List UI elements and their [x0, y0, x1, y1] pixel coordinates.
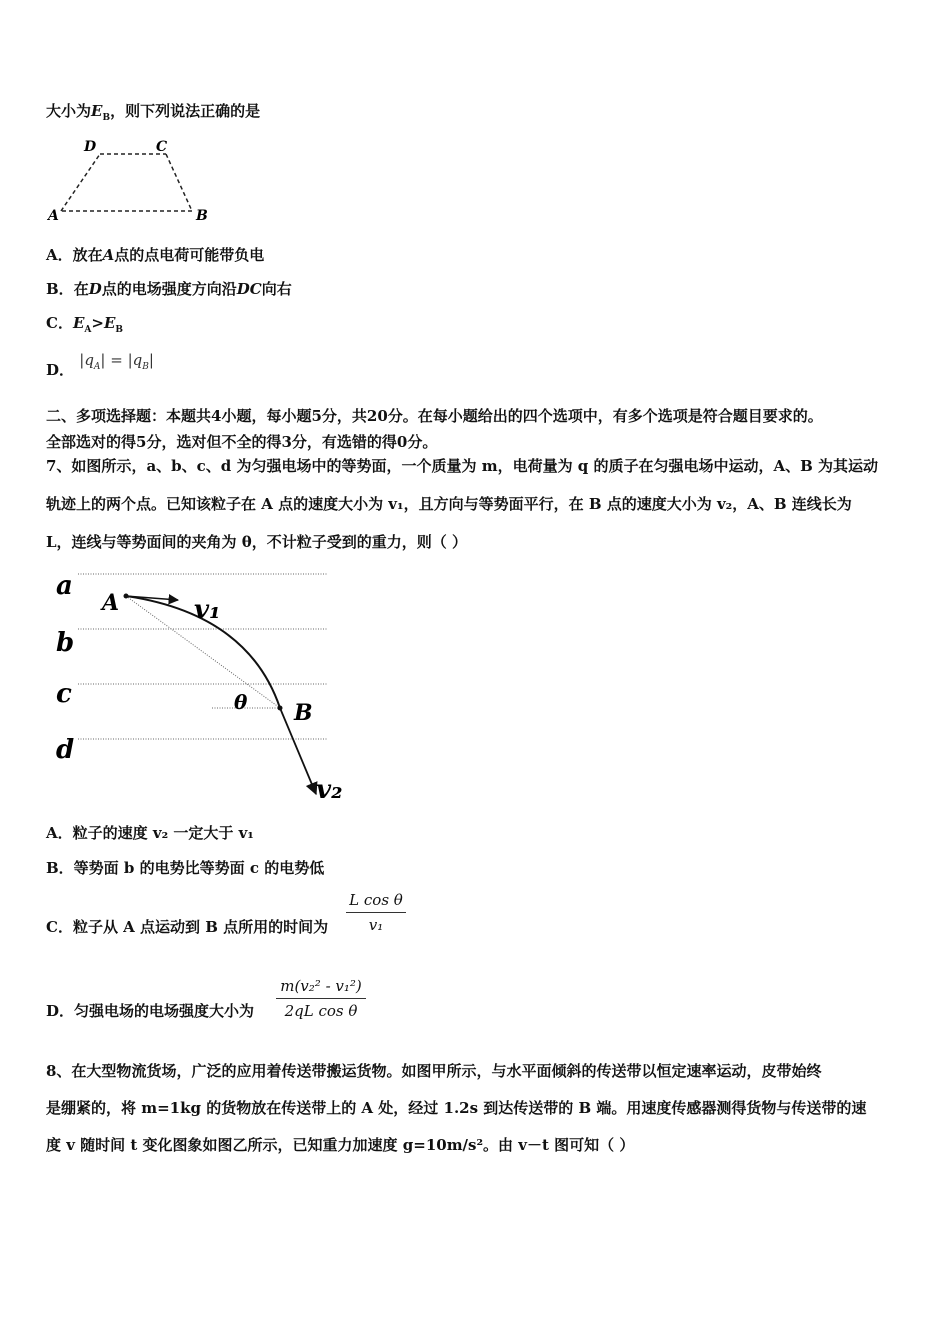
plane-label-d: d	[56, 735, 75, 765]
option-letter: B．	[46, 280, 74, 298]
abs-equation: $|q_A| = |q_B|$	[79, 351, 154, 372]
var: DC	[236, 280, 262, 298]
plane-label-c: c	[56, 679, 72, 709]
option-letter: C．	[46, 314, 73, 332]
var-q: q	[132, 351, 143, 369]
label-c: C	[156, 139, 168, 155]
option-text: 点的电场强度方向沿	[101, 280, 237, 298]
option-text: 向右	[261, 280, 292, 298]
q7-stem-line1: 7、如图所示，a、b、c、d 为匀强电场中的等势面，一个质量为 m，电荷量为 q 的质子在匀强电场中运动，A、B 为其运动	[46, 457, 879, 475]
label-point-a: A	[102, 590, 120, 616]
trapezoid-figure	[44, 134, 224, 226]
sub: A	[84, 325, 92, 335]
q7-option-b: B．等势面 b 的电势比等势面 c 的电势低	[46, 859, 325, 877]
sub-a: A	[93, 362, 101, 372]
label-b: B	[196, 208, 208, 224]
q7-option-c: C．粒子从 A 点运动到 B 点所用的时间为	[46, 918, 329, 936]
label-v2: v₂	[316, 775, 343, 805]
var-e: E	[91, 102, 103, 120]
var-q: q	[84, 351, 94, 369]
label-d: D	[84, 139, 97, 155]
stem-text: 大小为	[46, 102, 92, 120]
equipotential-figure	[48, 562, 348, 807]
q8-stem-line1: 8、在大型物流货场，广泛的应用着传送带搬运货物。如图甲所示，与水平面倾斜的传送带以恒定速率运动，皮带始终	[46, 1062, 822, 1080]
label-theta: θ	[234, 690, 248, 714]
operator: >	[91, 314, 104, 332]
section2-line1: 二、多项选择题：本题共4小题，每小题5分，共20分。在每小题给出的四个选项中，有多个选项是符合题目要求的。	[46, 407, 823, 425]
fraction-denominator: 2qL cos θ	[284, 1002, 358, 1020]
q8-stem-line3: 度 v 随时间 t 变化图象如图乙所示，已知重力加速度 g=10m/s²。由 v－t 图可知（ ）	[46, 1136, 635, 1154]
option-letter: A．	[46, 246, 73, 264]
q6-option-c	[46, 313, 123, 340]
option-text: 点的点电荷可能带负电	[114, 246, 265, 264]
sub-b: B	[102, 113, 111, 123]
fraction-numerator: m(v₂² - v₁²)	[280, 977, 362, 995]
q7-option-d: D．匀强电场的电场强度大小为	[46, 1002, 255, 1020]
sub: B	[115, 325, 123, 335]
q7-stem-line2: 轨迹上的两个点。已知该粒子在 A 点的速度大小为 v₁，且方向与等势面平行，在 B 点的速度大小为 v₂，A、B 连线长为	[46, 495, 852, 513]
q6-stem-tail	[46, 101, 260, 128]
label-v1: v₁	[194, 595, 221, 625]
option-letter: D．	[46, 361, 75, 379]
stem-text-suffix: ，则下列说法正确的是	[110, 102, 261, 120]
var: A	[102, 246, 115, 264]
q7-option-a: A．粒子的速度 v₂ 一定大于 v₁	[46, 824, 254, 842]
fraction-time	[346, 891, 406, 934]
q8-stem-line2: 是绷紧的，将 m=1kg 的货物放在传送带上的 A 处，经过 1.2s 到达传送带的 B 端。用速度传感器测得货物与传送带的速	[46, 1099, 867, 1117]
plane-label-a: a	[56, 571, 73, 601]
q6-option-b	[46, 279, 292, 299]
var: E	[103, 314, 116, 332]
fraction-bar	[276, 998, 366, 999]
label-point-b: B	[294, 700, 313, 726]
var: D	[88, 280, 102, 298]
fraction-denominator: v₁	[368, 916, 384, 934]
fraction-field	[276, 977, 366, 1020]
plane-label-b: b	[56, 628, 75, 658]
section2-line2: 全部选对的得5分，选对但不全的得3分，有选错的得0分。	[46, 433, 438, 451]
fraction-bar	[346, 912, 406, 913]
var: E	[72, 314, 85, 332]
sub-b: B	[142, 362, 149, 372]
option-text: 放在	[72, 246, 103, 264]
fraction-numerator: L cos θ	[349, 891, 403, 909]
q6-option-d	[46, 350, 154, 377]
label-a: A	[48, 208, 59, 224]
q7-stem-line3: L，连线与等势面间的夹角为 θ，不计粒子受到的重力，则（ ）	[46, 533, 467, 551]
option-text: 在	[73, 280, 89, 298]
q6-option-a	[46, 245, 264, 265]
